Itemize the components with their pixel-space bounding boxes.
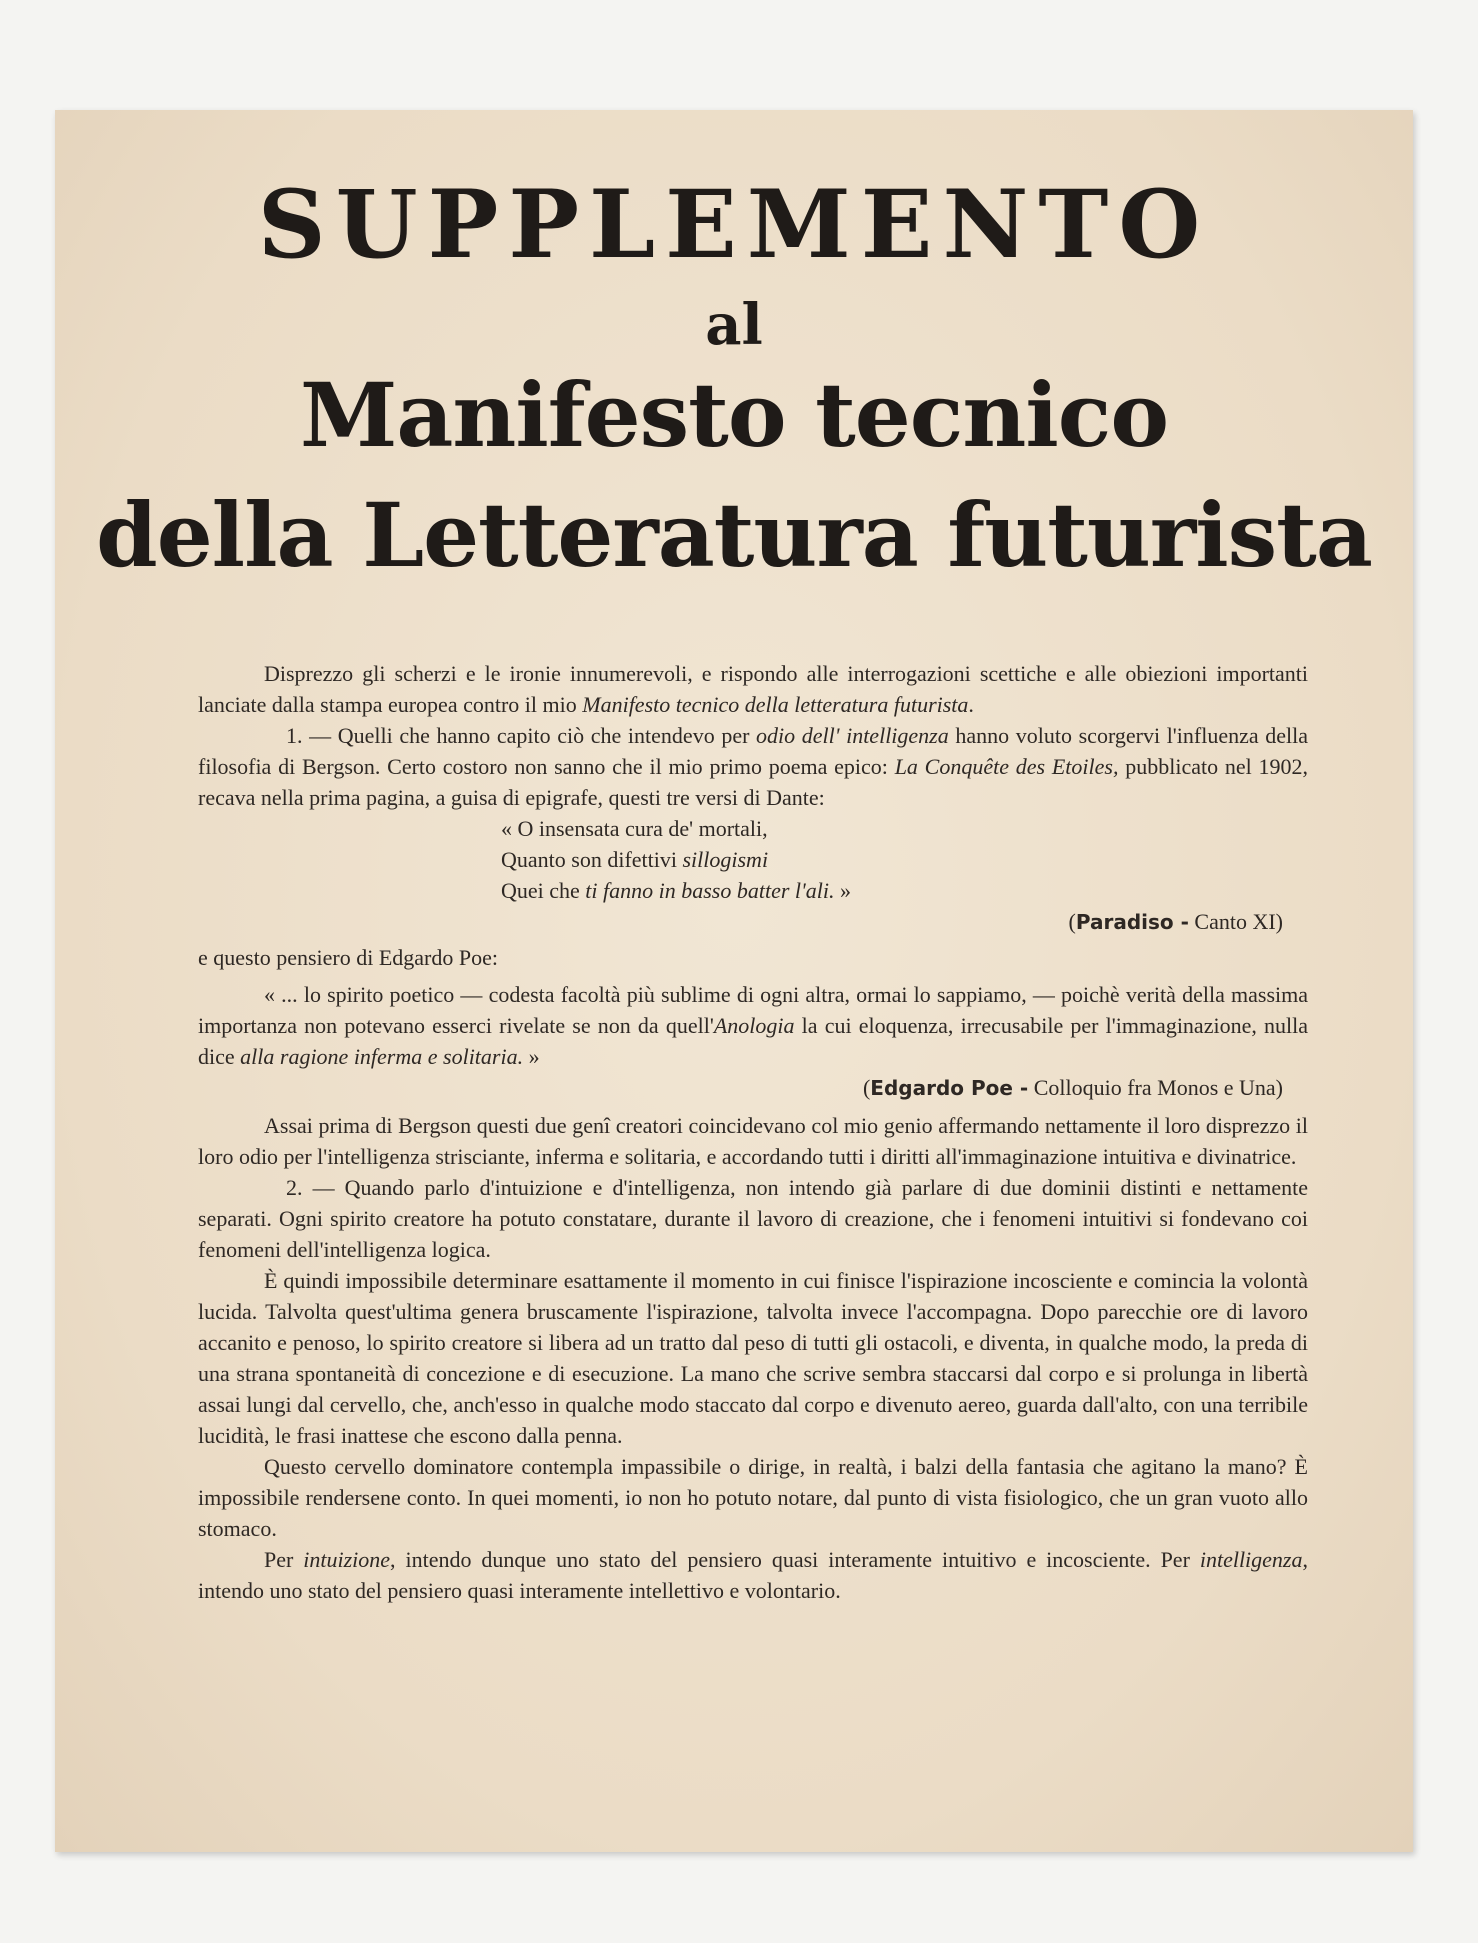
paragraph-point-2: 2. — Quando parlo d'intuizione e d'intelligenza, non intendo già parlare di due dominii distinti e nettamente separati. Ogni spirito creatore ha potuto constatare, durante il lavoro di creazione, che i fenomeni intuitivi si fondevano coi fenomeni dell'intelligenza logica. [198, 1175, 1308, 1262]
intro-period: . [968, 692, 974, 717]
emphasis-intuizione: intuizione [303, 1547, 391, 1572]
poe-quote [198, 979, 1308, 1072]
point-1-emphasis-poem: La Conquête des Etoiles, [894, 754, 1119, 779]
intuizione-text-c: , intendo uno stato del pensiero quasi interamente intellettivo e volontario. [198, 1547, 1308, 1603]
dante-attribution-open: ( [1068, 909, 1076, 934]
paragraph-intuizione [198, 1544, 1308, 1606]
poe-attribution-open: ( [862, 1075, 871, 1100]
dante-line-3 [501, 875, 1308, 906]
point-1-text-c: pubblicato nel 1902, recava nella prima pagina, a guisa di epigrafe, questi tre versi di Dante: [198, 754, 1309, 810]
poe-intro: e questo pensiero di Edgardo Poe: [198, 945, 498, 970]
document-title: SUPPLEMENTO [257, 170, 1211, 280]
point-1-emphasis-odio: odio dell' intelligenza [756, 723, 949, 748]
poe-quote-text-c: » [523, 1044, 540, 1069]
paragraph-point-1 [198, 720, 1308, 813]
dante-line-2 [501, 844, 1308, 875]
intro-text: Disprezzo gli scherzi e le ironie innumerevoli, e rispondo alle interrogazioni scettiche e alle obiezioni importanti lanciate dalla stampa europea contro il mio [198, 661, 1308, 717]
document-page [55, 110, 1413, 1852]
dante-line-3-emphasis: ti fanno in basso batter l'ali. [585, 878, 835, 903]
paragraph-cervello: Questo cervello dominatore contempla impassibile o dirige, in realtà, i balzi della fantasia che agitano la mano? È impossibile rendersene conto. In quei momenti, io non ho potuto notare, dal punto di vista fisiologico, che un gran vuoto allo stomaco. [198, 1454, 1308, 1541]
paragraph-intro [198, 658, 1308, 720]
poe-attribution [198, 1072, 1308, 1104]
point-1-text-a: 1. — Quelli che hanno capito ciò che intendevo per [286, 723, 757, 748]
intro-manifesto-title: Manifesto tecnico della letteratura futurista [582, 692, 969, 717]
dante-line-3-text-b: » [834, 878, 851, 903]
poe-quote-emphasis-anologia: Anologia [713, 1013, 795, 1038]
intuizione-text-a: Per [264, 1547, 304, 1572]
intuizione-text-b: , intendo dunque uno stato del pensiero quasi interamente intuitivo e incosciente. Per [390, 1547, 1200, 1572]
body-text [198, 658, 1308, 1606]
dante-line-1: « O insensata cura de' mortali, [501, 816, 768, 841]
dante-quote [198, 813, 1308, 906]
emphasis-intelligenza: intelligenza [1199, 1547, 1303, 1572]
dante-line-2-emphasis: sillogismi [682, 847, 769, 872]
subtitle-line-1: Manifesto tecnico [299, 363, 1169, 467]
paragraph-bergson: Assai prima di Bergson questi due genî creatori coincidevano col mio genio affermando nettamente il loro disprezzo il loro odio per l'intelligenza strisciante, inferma e solitaria, e accordando tutti i diritti all'immaginazione intuitiva e divinatrice. [198, 1113, 1308, 1169]
poe-attribution-work: Colloquio fra Monos e Una) [1028, 1075, 1283, 1100]
poe-quote-text-a: « ... lo spirito poetico — codesta facoltà più sublime di ogni altra, ormai lo sappiamo, — poichè verità della massima importanza non potevano esserci rivelate se non da quell' [198, 982, 1308, 1038]
dante-line-3-text-a: Quei che [501, 878, 586, 903]
point-1-text-b: hanno voluto scorgervi l'influenza della filosofia di Bergson. Certo costoro non sanno che il mio primo poema epico: [198, 723, 1308, 779]
dante-attribution [198, 906, 1308, 938]
dante-line-2-text: Quanto son difettivi [501, 847, 683, 872]
poe-attribution-source: Edgardo Poe - [870, 1076, 1029, 1100]
title-connector: al [705, 292, 763, 358]
paragraph-ispirazione: È quindi impossibile determinare esattamente il momento in cui finisce l'ispirazione incosciente e comincia la volontà lucida. Talvolta quest'ultima genera bruscamente l'ispirazione, talvolta invece l'accompagna. Dopo parecchie ore di lavoro accanito e penoso, lo spirito creatore si libera ad un tratto dal peso di tutti gli ostacoli, e diventa, in qualche modo, la preda di una strana spontaneità di concezione e di esecuzione. La mano che scrive sembra staccarsi dal corpo e si prolunga in libertà assai lungi dal cervello, che, anch'esso in qualche modo staccato dal corpo e divenuto aereo, guarda dall'alto, con una terribile lucidità, le frasi inattese che escono dalla penna. [198, 1268, 1308, 1448]
poe-quote-text-b: la cui eloquenza, irrecusabile per l'immaginazione, nulla dice [198, 1013, 1308, 1069]
dante-attribution-canto: Canto XI) [1188, 909, 1283, 934]
poe-quote-emphasis-ragione: alla ragione inferma e solitaria. [240, 1044, 524, 1069]
subtitle-line-2: della Letteratura futurista [96, 483, 1372, 587]
dante-attribution-source: Paradiso - [1075, 910, 1189, 934]
